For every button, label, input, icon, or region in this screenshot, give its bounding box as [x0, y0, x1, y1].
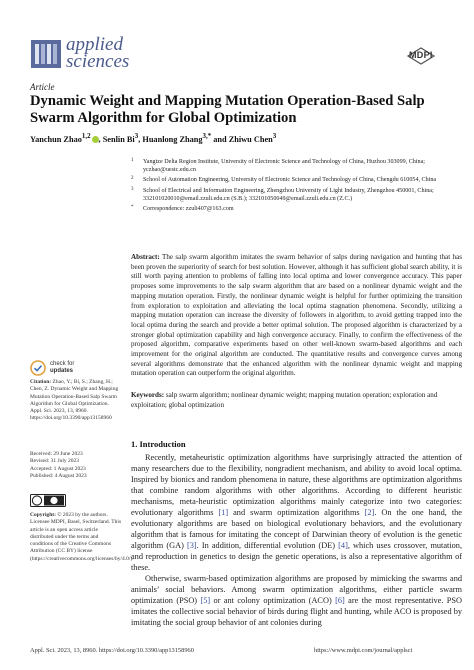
date-accepted: Accepted: 1 August 2023 [30, 465, 86, 472]
affiliation-mark: * [131, 205, 134, 211]
affiliation-item [131, 158, 461, 174]
check-for-updates-icon[interactable] [30, 360, 46, 376]
author-name: Senlin Bi [102, 134, 135, 144]
keywords-label: Keywords: [131, 391, 165, 399]
footer-journal-url[interactable]: https://www.mdpi.com/journal/applsci [314, 647, 413, 654]
check-updates-line1: check for [50, 361, 75, 367]
author-name: Huanlong Zhang [142, 134, 203, 144]
author-sep: , [98, 134, 103, 144]
author-affil-sup: 1,2 [81, 133, 91, 140]
citation-link[interactable]: [4] [338, 541, 348, 550]
intro-text: . On the one hand, the evolutionary algorithms are based on biological evolutionary behaviors, and the evolutionary algorithm that is famous for imitating the concept of Darwinian theory of evolution is the genetic algorithm (GA) [131, 508, 462, 550]
journal-name-line2: sciences [66, 51, 130, 72]
affiliation-item [131, 176, 461, 184]
abstract [131, 253, 462, 379]
cc-by-license-icon[interactable] [30, 494, 66, 507]
author-affil-sup: 3 [272, 133, 277, 140]
citation-link[interactable]: [5] [200, 596, 211, 605]
intro-paragraph-2 [131, 573, 462, 628]
citation-text: Zhao, Y.; Bi, S.; Zhang, H.; Chen, Z. Dynamic Weight and Mapping Mutation Operation-Based Salp Swarm Algorithm for Global Optimization. Appl. Sci. 2023, 13, 8960. https://doi.org/10.3390/app13158960 [30, 379, 119, 422]
article-type: Article [30, 82, 55, 92]
author-name: Zhiwu Chen [228, 134, 273, 144]
copyright-text: © 2023 by the authors. Licensee MDPI, Basel, Switzerland. This article is an open access article distributed under the terms and conditions of the Creative Commons Attribution (CC BY) license (https://creativecommons.org/licenses/by/4.0/). [30, 512, 134, 562]
affiliation-mark: 1 [131, 158, 134, 163]
citation-block [30, 379, 122, 423]
keywords [131, 391, 462, 410]
intro-text: Recently, metaheuristic optimization algorithms have surprisingly attracted the attention of many researchers due to the flexibility, nongradient mechanism, and ability to avoid local optima. Inspired by bionics and random phenomena in nature, these algorithms are optimization algorithms that combine random algorithms with other algorithms. According to different heuristic mechanisms, meta-heuristic optimization algorithms mainly categorize into two categories: evolutionary algorithms [131, 453, 462, 517]
check-for-updates[interactable] [50, 361, 74, 375]
affiliation-item [131, 205, 461, 213]
intro-text: are the most representative. PSO imitates the collective social behavior of birds during flight and hunting, while ACO is proposed by imitating the social group behavior of ant colonies during [131, 596, 462, 627]
keywords-text: salp swarm algorithm; nonlinear dynamic weight; mapping mutation operation; exploration and exploitation; global optimization [131, 391, 438, 409]
author-sep: , [138, 134, 143, 144]
citation-link[interactable]: [3] [186, 541, 197, 550]
affiliations [131, 158, 461, 213]
publisher-name: MDPI [409, 50, 433, 60]
citation-link[interactable]: [2] [364, 508, 375, 517]
intro-text: Otherwise, swarm-based optimization algorithms are proposed by mimicking the swarms and animals’ social behaviors. Among swarm optimization algorithms, either particle swarm optimization (PSO) [131, 574, 462, 605]
footer-citation: Appl. Sci. 2023, 13, 8960. https://doi.org/10.3390/app13158960 [30, 647, 194, 654]
author-affil-sup: 3,* [202, 133, 212, 140]
affiliation-mark: 3 [131, 186, 134, 192]
journal-logo-icon [30, 38, 62, 70]
copyright-label: Copyright: [30, 512, 56, 518]
check-updates-line2: updates [50, 368, 74, 374]
intro-text: or ant colony optimization (ACO) [210, 596, 336, 605]
affiliation-text: School of Automation Engineering, University of Electronic Science and Technology of China, Chengdu 610054, China [143, 177, 437, 184]
citation-link[interactable]: [6] [335, 596, 345, 605]
affiliation-item [131, 187, 461, 203]
affiliation-text: School of Electrical and Information Engineering, Zhengzhou University of Light Industry, Zhengzhou 450001, China; 332101020010@email.zzuli.edu.cn (S.B.); 332101050049@email.zzuli.edu.cn (Z.C.) [143, 187, 434, 202]
intro-paragraph-1 [131, 452, 462, 573]
intro-text: and swarm optimization algorithms [228, 508, 365, 517]
date-revised: Revised: 31 July 2023 [30, 458, 80, 465]
author-affil-sup: 3 [134, 133, 139, 140]
abstract-label: Abstract: [131, 253, 160, 261]
abstract-text: The salp swarm algorithm imitates the swarm behavior of salps during navigation and hunting that has been proven the superiority of search for best solution. However, although it has sufficient global search ability, it is still worth paying attention to problems of falling into local optima and lower convergence accuracy. This paper proposes some improvements to the salp swarm algorithm that are based on a nonlinear dynamic weight and the mapping mutation operation. Firstly, the nonlinear dynamic weight is helpful for further optimizing the transition from exploration to exploitation and alleviating the local optima stagnation phenomena. Secondly, utilizing a mapping mutation operation can increase the diversity of followers in algorithm, to avoid getting trapped into the local optima during the search and provide a better optimal solution. The proposed algorithm is characterized by a stronger global optimization capability and high convergence accuracy. Finally, to confirm the effectiveness of the proposed algorithm, comparative experiments based on other well-known swarm-based algorithms and each improvement for the original algorithm are conducted. The quantitative results and convergence curves among several algorithms demonstrate that the enhanced algorithm with the nonlinear dynamic weight and mapping mutation operation can outperform the original algorithm. [131, 253, 462, 378]
paper-title: Dynamic Weight and Mapping Mutation Operation-Based Salp Swarm Algorithm for Global Optimization [30, 93, 425, 126]
author-and: and [211, 134, 229, 144]
section-heading-introduction: 1. Introduction [131, 439, 186, 449]
introduction-body [131, 452, 462, 628]
intro-text: , which uses crossover, mutation, and reproduction in genetics to design the genetic operations, is also a representative algorithm of these. [131, 541, 463, 572]
citation-label: Citation: [30, 379, 52, 385]
date-received: Received: 29 June 2023 [30, 451, 83, 457]
author-name: Yanchun Zhao [30, 134, 82, 144]
journal-name-line1: applied [66, 34, 123, 55]
affiliation-text: Correspondence: zzuli407@163.com [143, 206, 234, 213]
dates-block [30, 451, 122, 480]
author-list [30, 133, 460, 144]
affiliation-text: Yangtze Delta Region Institute, University of Electronic Science and Technology of China, Huzhou 303099, China; yczhao@uestc.edu.cn [143, 159, 425, 174]
citation-link[interactable]: [1] [218, 508, 229, 517]
journal-name [66, 36, 129, 70]
intro-text: . In addition, differential evolution (DE) [196, 541, 339, 550]
affiliation-mark: 2 [131, 176, 134, 182]
date-published: Published: 4 August 2023 [30, 472, 87, 479]
copyright-block [30, 512, 134, 563]
orcid-icon[interactable] [92, 136, 99, 143]
